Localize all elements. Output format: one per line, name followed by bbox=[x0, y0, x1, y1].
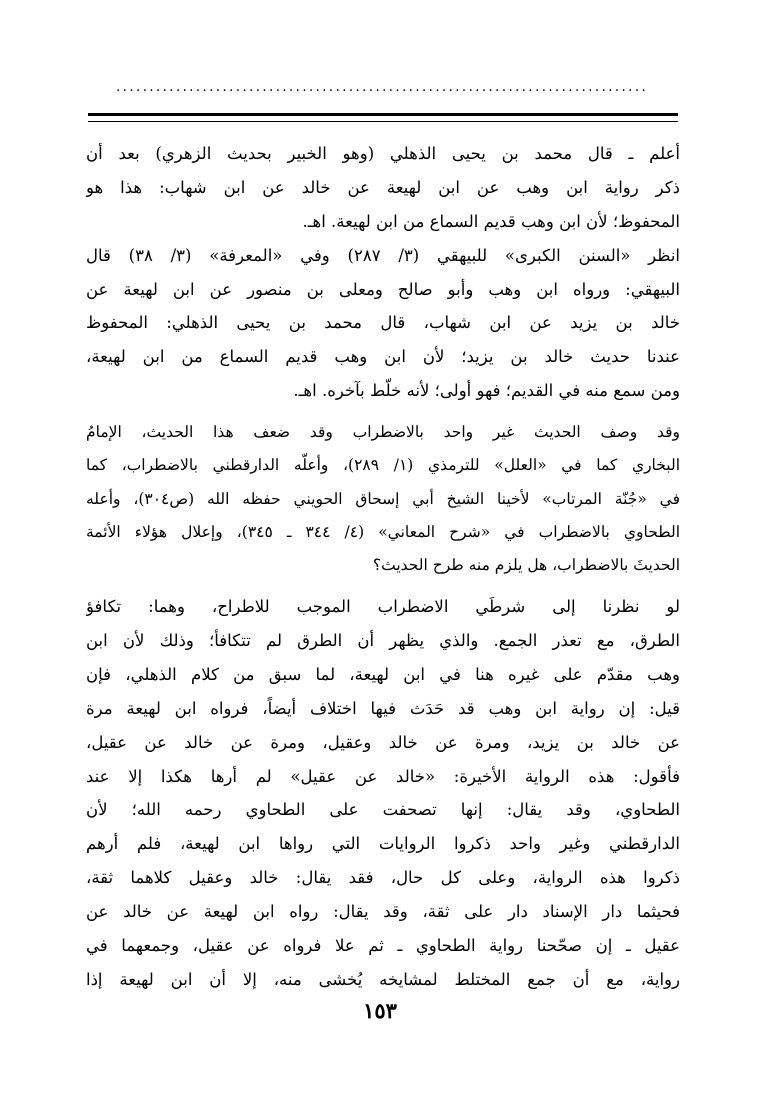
paragraph-4 bbox=[86, 590, 680, 997]
text-line: وهب مقدّم على غيره هنا في ابن لهيعة، لما سبق من كلام الذهلي، فإن bbox=[86, 664, 680, 684]
text-line: رواية، مع أن جمع المختلط لمشايخه يُخشى منه، إلا أن ابن لهيعة إذا bbox=[86, 969, 680, 989]
header-rule-thin bbox=[88, 121, 678, 122]
text-line: عقيل ـ إن صحّحنا رواية الطحاوي ـ ثم علا فرواه عن عقيل، وجمعهما في bbox=[86, 935, 680, 955]
paragraph-2 bbox=[86, 239, 680, 408]
text-line: الطحاوي بالاضطراب في «شرح المعاني» (٤/ ٣٤٤ ـ ٣٤٥)، وإعلال هؤلاء الأئمة bbox=[86, 522, 680, 541]
text-line: أعلم ـ قال محمد بن يحيى الذهلي (وهو الخبير بحديث الزهري) بعد أن bbox=[86, 144, 680, 163]
text-line: ومن سمع منه في القديم؛ فهو أولى؛ لأنه خلّط بآخره. اهـ. bbox=[293, 381, 680, 401]
text-line: في «جُنّة المرتاب» لأخينا الشيخ أبي إسحاق الحويني حفظه الله (ص٣٠٤)، وأعله bbox=[86, 489, 680, 508]
text-line: البخاري كما في «العلل» للترمذي (١/ ٢٨٩)، وأعلّه الدارقطني بالاضطراب، كما bbox=[86, 456, 680, 475]
text-line: البيهقي: ورواه ابن وهب وأبو صالح ومعلى بن منصور عن ابن لهيعة عن bbox=[86, 279, 680, 299]
text-line: عن خالد بن يزيد، ومرة عن خالد وعقيل، ومرة عن خالد عن عقيل، bbox=[86, 732, 680, 752]
paragraph-3 bbox=[86, 416, 680, 582]
text-line: فحيثما دار الإسناد دار على ثقة، وقد يقال: رواه ابن لهيعة عن خالد عن bbox=[86, 902, 680, 922]
text-line: عندنا حديث خالد بن يزيد؛ لأن ابن وهب قديم السماع من ابن لهيعة، bbox=[86, 347, 680, 367]
text-line: الطحاوي، وقد يقال: إنها تصحفت على الطحاوي رحمه الله؛ لأن bbox=[86, 800, 680, 820]
text-line: المحفوظ؛ لأن ابن وهب قديم السماع من ابن لهيعة. اهـ. bbox=[302, 211, 680, 231]
header-dotted-line: ................................................................................ bbox=[115, 82, 648, 92]
page-number: ١٥٣ bbox=[363, 998, 397, 1023]
text-line: قيل: إن رواية ابن وهب قد حَدَث فيها اختلاف أيضاً، فرواه ابن لهيعة مرة bbox=[86, 698, 680, 718]
text-line: وقد وصف الحديث غير واحد بالاضطراب وقد ضعف هذا الحديث، الإمامُ bbox=[86, 423, 680, 442]
header-rule-thick bbox=[88, 113, 678, 116]
text-line: ذكر رواية ابن وهب عن ابن لهيعة عن خالد عن ابن شهاب: هذا هو bbox=[86, 177, 680, 197]
text-line: الطرق، مع تعذر الجمع. والذي يظهر أن الطرق لم تتكافأ؛ وذلك لأن ابن bbox=[86, 630, 680, 650]
page-body bbox=[86, 137, 680, 997]
text-line: لو نظرنا إلى شرطَي الاضطراب الموجب للاطراح، وهما: تكافؤ bbox=[86, 597, 680, 617]
text-line: ذكروا هذه الرواية، وعلى كل حال، فقد يقال: خالد وعقيل كلاهما ثقة، bbox=[86, 868, 680, 888]
text-line: فأقول: هذه الرواية الأخيرة: «خالد عن عقيل» لم أرها هكذا إلا عند bbox=[86, 766, 680, 786]
text-line: خالد بن يزيد عن ابن شهاب، قال محمد بن يحيى الذهلي: المحفوظ bbox=[86, 313, 680, 333]
text-line: انظر «السنن الكبرى» للبيهقي (٣/ ٢٨٧) وفي «المعرفة» (٣/ ٣٨) قال bbox=[86, 245, 680, 265]
text-line: الدارقطني وغير واحد ذكروا الروايات التي رواها ابن لهيعة، فلم أرهم bbox=[86, 834, 680, 854]
paragraph-1 bbox=[86, 137, 680, 239]
text-line: الحديثَ بالاضطراب، هل يلزم منه طرح الحديث؟ bbox=[372, 555, 680, 574]
